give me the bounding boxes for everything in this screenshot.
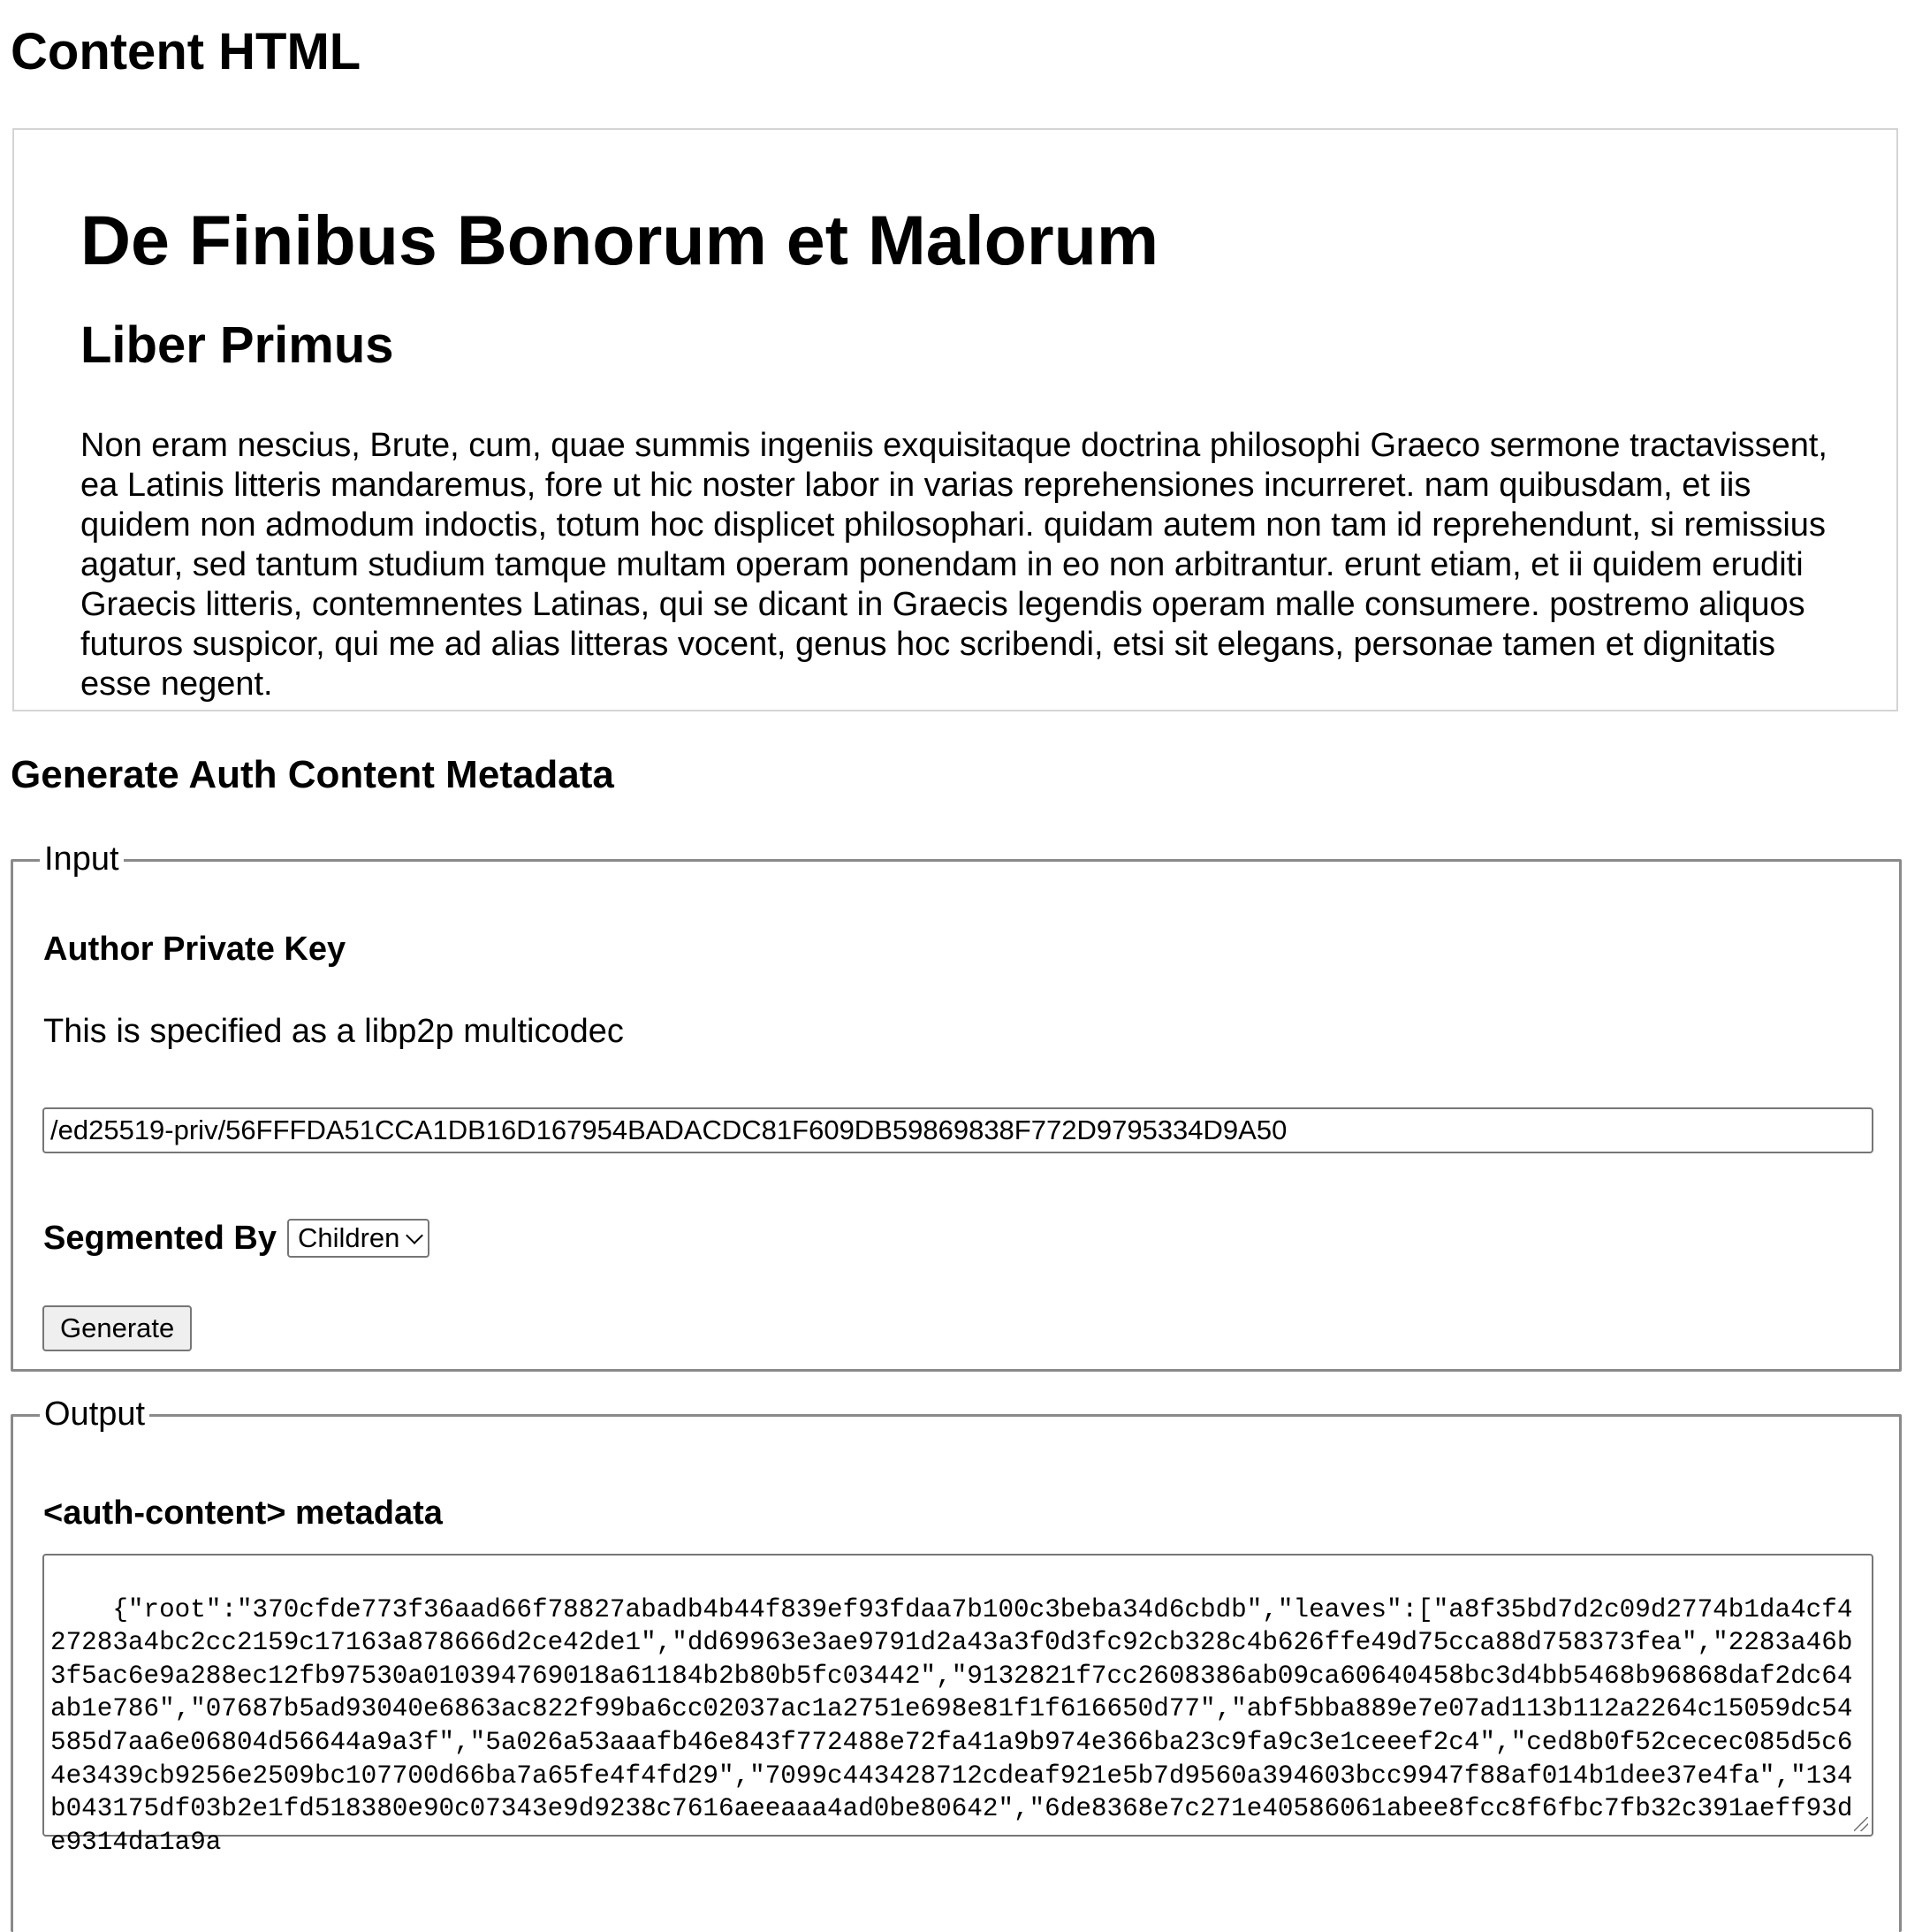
section-title: Generate Auth Content Metadata <box>11 753 614 796</box>
metadata-output-textarea[interactable] <box>42 1554 1873 1857</box>
metadata-output-text: {"root":"370cfde773f36aad66f78827abadb4b44f839ef93fdaa7b100c3beba34d6cbdb","leaves":["a8f35bd7d2c09d2774b1da4cf427283a4bc2cc2159c17163a878666d2ce42de1","dd69963e3ae9791d2a43a3f0d3fc92cb328c4b626ffe49d75cca88d758373fea","2283a46b3f5ac6e9a288ec12fb97530a010394769018a61184b2b80b5fc03442","9132821f7cc2608386ab09ca60640458bc3d4bb5468b96868daf2dc64ab1e786","07687b5ad93040e6863ac822f99ba6cc02037ac1a2751e698e81f1f616650d77","abf5bba889e7e07ad113b112a2264c15059dc54585d7aa6e06804d56644a9a3f","5a026a53aaafb46e843f772488e72fa41a9b974e366ba23c9fa9c3e1ceeef2c4","ced8b0f52cecec085d5c64e3439cb9256e2509bc107700d66ba7a65fe4f4fd29","7099c443428712cdeaf921e5b7d9560a394603bcc9947f88af014b1dee37e4fa","134b043175df03b2e1fd518380e90c07343e9d9238c7616aeeaaa4ad0be80642","6de8368e7c271e40586061abee8fcc8f6fbc7fb32c391aeff93de9314da1a9a <box>50 1594 1853 1857</box>
document-paragraph: Non eram nescius, Brute, cum, quae summis ingeniis exquisitaque doctrina philosophi Graeco sermone tractavissent, ea Latinis litteris mandaremus, fore ut hic noster labor in varias reprehensiones incurreret. nam quibusdam, et iis quidem non admodum indoctis, totum hoc displicet philosophari. quidam autem non tam id reprehendunt, si remissius agatur, sed tantum studium tamque multam operam ponendam in eo non arbitrantur. erunt etiam, et ii quidem eruditi Graecis litteris, contemnentes Latinas, qui se dicant in Graecis legendis operam malle consumere. postremo aliquos futuros suspicor, qui me ad alias litteras vocent, genus hoc scribendi, etsi sit elegans, personae tamen et dignitatis esse negent. <box>80 427 1827 703</box>
segment-row <box>43 1219 429 1258</box>
metadata-heading: <auth-content> metadata <box>43 1495 443 1532</box>
private-key-help: This is specified as a libp2p multicodec <box>43 1013 624 1050</box>
document-title: De Finibus Bonorum et Malorum <box>80 201 1159 279</box>
input-fieldset <box>11 840 1902 1372</box>
resize-grip-icon[interactable] <box>1854 1817 1868 1831</box>
segment-select[interactable] <box>287 1219 429 1258</box>
content-preview-frame <box>12 128 1898 711</box>
output-legend: Output <box>40 1392 149 1436</box>
private-key-heading: Author Private Key <box>43 931 346 968</box>
segment-label: Segmented By <box>43 1219 277 1257</box>
generate-button[interactable]: Generate <box>42 1305 192 1351</box>
private-key-input[interactable] <box>42 1107 1873 1153</box>
input-legend: Input <box>40 837 124 881</box>
document-subtitle: Liber Primus <box>80 316 394 374</box>
page-title: Content HTML <box>11 23 361 80</box>
chevron-down-icon <box>406 1227 424 1244</box>
segment-selected-value: Children <box>297 1222 400 1253</box>
output-fieldset <box>11 1396 1902 1932</box>
